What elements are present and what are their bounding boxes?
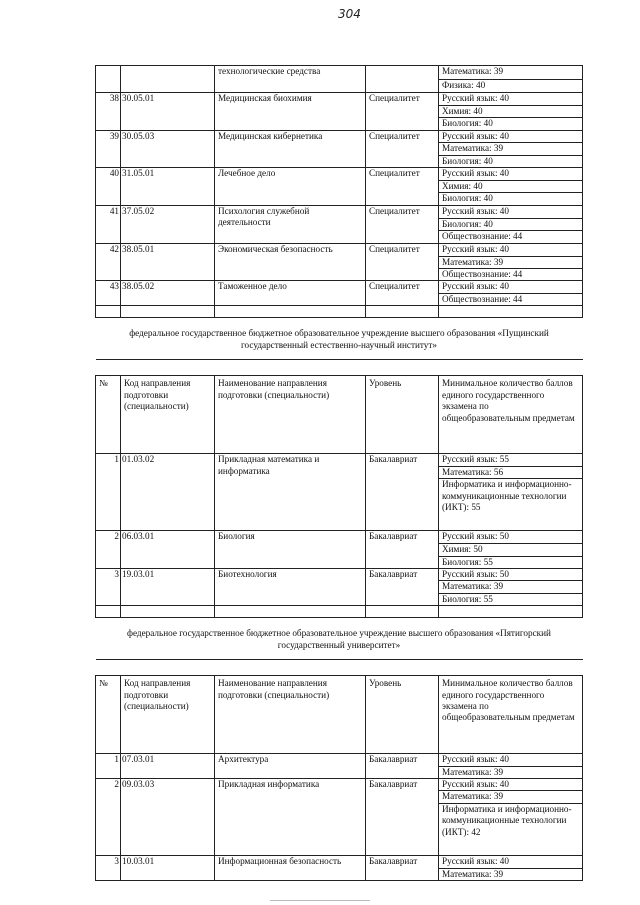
row-number: 38 — [96, 93, 121, 131]
header-min-score: Минимальное количество баллов единого государственного экзамена по общеобразовательным предметам — [439, 376, 583, 454]
subject-score: Математика: 39 — [439, 143, 583, 155]
table-header — [96, 676, 583, 754]
subject-score: Информатика и информационно-коммуникационные технологии (ИКТ): 42 — [439, 803, 583, 855]
row-number: 41 — [96, 205, 121, 243]
table-row — [96, 754, 583, 766]
program-code: 31.05.01 — [121, 168, 215, 206]
row-number: 43 — [96, 281, 121, 306]
institution-row — [96, 318, 583, 360]
header-name: Наименование направления подготовки (специальности) — [215, 676, 366, 754]
program-name: Психология служебной деятельности — [215, 205, 366, 243]
page-number: 304 — [338, 7, 361, 21]
subject-score: Биология: 40 — [439, 218, 583, 230]
subject-score: Русский язык: 40 — [439, 243, 583, 256]
table-row — [96, 281, 583, 293]
row-number: 39 — [96, 130, 121, 167]
institution-title: федеральное государственное бюджетное образовательное учреждение высшего образования «Пятигорский государственный университет» — [96, 618, 583, 660]
program-name: Экономическая безопасность — [215, 243, 366, 281]
subject-score: Русский язык: 40 — [439, 754, 583, 766]
program-level: Специалитет — [366, 281, 439, 306]
program-name: Прикладная математика и информатика — [215, 454, 366, 531]
program-name: Медицинская биохимия — [215, 93, 366, 131]
program-level: Специалитет — [366, 243, 439, 281]
subject-score: Химия: 50 — [439, 544, 583, 556]
subject-score: Биология: 55 — [439, 556, 583, 568]
program-code: 38.05.01 — [121, 243, 215, 281]
program-code: 09.03.03 — [121, 778, 215, 855]
header-level: Уровень — [366, 376, 439, 454]
subject-score: Русский язык: 40 — [439, 93, 583, 106]
table-row — [96, 568, 583, 580]
table-row — [96, 531, 583, 544]
row-number: 1 — [96, 454, 121, 531]
program-code: 19.03.01 — [121, 568, 215, 605]
header-code: Код направления подготовки (специальности) — [121, 676, 215, 754]
table-row — [96, 855, 583, 868]
program-name: Информационная безопасность — [215, 855, 366, 880]
subject-score: Обществознание: 44 — [439, 269, 583, 281]
subject-score: Химия: 40 — [439, 181, 583, 193]
subject-score: Русский язык: 50 — [439, 531, 583, 544]
admission-scores-table — [95, 65, 583, 881]
subject-score: Химия: 40 — [439, 106, 583, 118]
program-name: технологические средства — [215, 66, 366, 93]
table-row — [96, 168, 583, 181]
subject-score: Биология: 40 — [439, 118, 583, 130]
subject-score: Математика: 39 — [439, 66, 583, 80]
subject-score: Русский язык: 40 — [439, 168, 583, 181]
subject-score: Русский язык: 40 — [439, 281, 583, 293]
header-code: Код направления подготовки (специальности) — [121, 376, 215, 454]
table-row — [96, 130, 583, 142]
subject-score: Биология: 40 — [439, 155, 583, 167]
scan-artifact-line — [270, 900, 370, 901]
subject-score: Математика: 39 — [439, 766, 583, 778]
program-code: 01.03.02 — [121, 454, 215, 531]
subject-score: Физика: 40 — [439, 80, 583, 93]
subject-score: Обществознание: 44 — [439, 293, 583, 305]
subject-score: Биология: 55 — [439, 593, 583, 605]
program-level: Специалитет — [366, 205, 439, 243]
row-number: 40 — [96, 168, 121, 206]
subject-score: Русский язык: 50 — [439, 568, 583, 580]
program-code: 07.03.01 — [121, 754, 215, 779]
program-code: 30.05.03 — [121, 130, 215, 167]
program-level: Специалитет — [366, 93, 439, 131]
row-number: 2 — [96, 531, 121, 569]
table-row — [96, 243, 583, 256]
table-row — [96, 454, 583, 466]
row-number: 3 — [96, 568, 121, 605]
row-number: 42 — [96, 243, 121, 281]
table-row — [96, 306, 583, 318]
program-level: Бакалавриат — [366, 568, 439, 605]
table-header — [96, 376, 583, 454]
header-number: № — [96, 676, 121, 754]
row-number: 1 — [96, 754, 121, 779]
header-level: Уровень — [366, 676, 439, 754]
program-code: 10.03.01 — [121, 855, 215, 880]
subject-score: Русский язык: 55 — [439, 454, 583, 466]
subject-score: Математика: 39 — [439, 581, 583, 593]
program-name: Таможенное дело — [215, 281, 366, 306]
program-level: Бакалавриат — [366, 454, 439, 531]
program-level — [366, 66, 439, 93]
table-row — [96, 205, 583, 218]
subject-score: Математика: 39 — [439, 791, 583, 803]
subject-score: Математика: 39 — [439, 868, 583, 880]
program-name: Медицинская кибернетика — [215, 130, 366, 167]
program-code — [121, 66, 215, 93]
program-level: Бакалавриат — [366, 754, 439, 779]
row-number — [96, 66, 121, 93]
subject-score: Информатика и информационно-коммуникационные технологии (ИКТ): 55 — [439, 479, 583, 531]
program-name: Архитектура — [215, 754, 366, 779]
program-name: Биотехнология — [215, 568, 366, 605]
table-row — [96, 66, 583, 80]
subject-score: Русский язык: 40 — [439, 855, 583, 868]
table-row — [96, 606, 583, 618]
institution-title: федеральное государственное бюджетное образовательное учреждение высшего образования «Пущинский государственный естественно-научный институт» — [96, 318, 583, 360]
program-level: Бакалавриат — [366, 778, 439, 855]
program-level: Специалитет — [366, 168, 439, 206]
table-row — [96, 93, 583, 106]
program-name: Лечебное дело — [215, 168, 366, 206]
program-level: Бакалавриат — [366, 855, 439, 880]
row-number: 3 — [96, 855, 121, 880]
header-number: № — [96, 376, 121, 454]
table-row — [96, 778, 583, 790]
program-code: 06.03.01 — [121, 531, 215, 569]
subject-score: Биология: 40 — [439, 193, 583, 205]
program-code: 38.05.02 — [121, 281, 215, 306]
subject-score: Русский язык: 40 — [439, 130, 583, 142]
program-code: 37.05.02 — [121, 205, 215, 243]
program-name: Биология — [215, 531, 366, 569]
subject-score: Математика: 39 — [439, 256, 583, 268]
subject-score: Русский язык: 40 — [439, 205, 583, 218]
subject-score: Русский язык: 40 — [439, 778, 583, 790]
program-level: Бакалавриат — [366, 531, 439, 569]
program-code: 30.05.01 — [121, 93, 215, 131]
subject-score: Обществознание: 44 — [439, 231, 583, 243]
header-min-score: Минимальное количество баллов единого государственного экзамена по общеобразовательным предметам — [439, 676, 583, 754]
row-number: 2 — [96, 778, 121, 855]
program-name: Прикладная информатика — [215, 778, 366, 855]
institution-row — [96, 618, 583, 660]
program-level: Специалитет — [366, 130, 439, 167]
header-name: Наименование направления подготовки (специальности) — [215, 376, 366, 454]
subject-score: Математика: 56 — [439, 466, 583, 478]
